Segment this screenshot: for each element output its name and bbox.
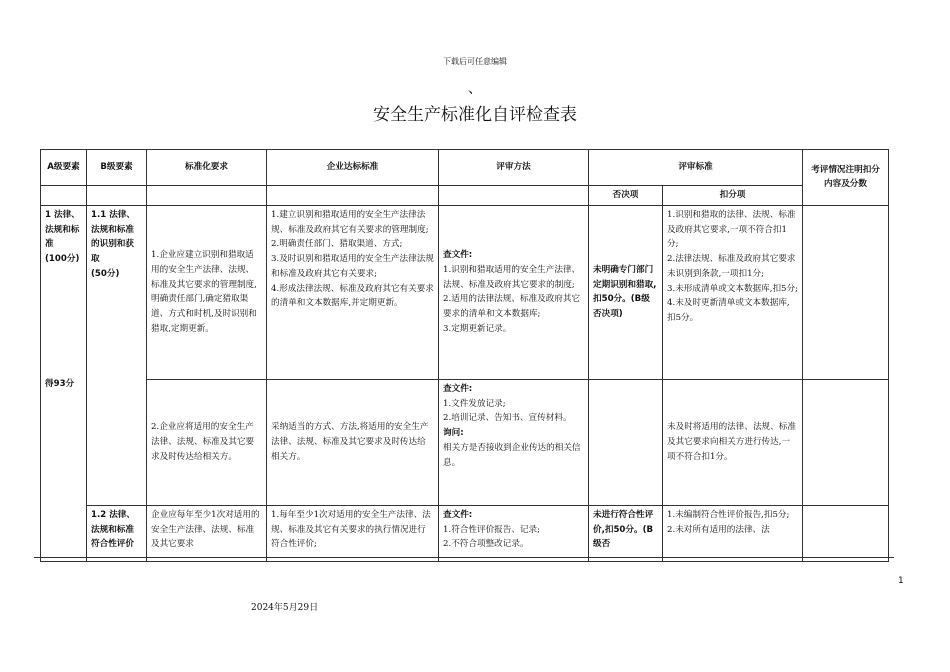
document-title: 安全生产标准化自评检查表	[373, 105, 577, 125]
b-element-cell: 1.2 法律、法规和标准符合性评价	[87, 505, 147, 561]
table-row	[41, 505, 889, 561]
header-method: 评审方法	[439, 150, 589, 186]
requirement-cell: 2.企业应将适用的安全生产法律、法规、标准及其它要求及时传达给相关方。	[147, 379, 267, 505]
b-element-cell	[87, 205, 147, 505]
header-requirement: 标准化要求	[147, 150, 267, 186]
b-element-points: (50分)	[91, 268, 120, 279]
checklist-table	[40, 149, 889, 562]
requirement-cell: 1.企业应建立识别和猎取适用的安全生产法律、法规、标准及其它要求的管理制度,明确责任部门,确定猎取渠道、方式和时机,及时识别和猎取,定期更新。	[147, 205, 267, 379]
header-enterprise-standard: 企业达标标准	[267, 150, 439, 186]
veto-cell: 未明确专门部门定期识别和猎取,扣50分。(B级否决项)	[589, 205, 663, 379]
deduct-cell: 未及时将适用的法律、法规、标准及其它要求向相关方进行传达,一项不符合扣1分。	[663, 379, 803, 505]
header-note: 下载后可任意编辑	[443, 57, 507, 66]
method-title: 查文件:	[443, 383, 473, 394]
deduct-cell: 1.识别和猎取的法律、法规、标准及政府其它要求,一项不符合扣1分; 2.法律法规、标准及政府其它要求未识别到条款,一项扣1分; 3.未形成清单或文本数据库,扣5分; 4.未及时更新清单或文本数据库,扣5分。	[663, 205, 803, 379]
header-empty-std	[267, 186, 439, 206]
evaluation-cell	[803, 379, 889, 505]
header-b-level: B级要素	[87, 150, 147, 186]
header-criteria: 评审标准	[589, 150, 803, 186]
method-text: 1.识别和猎取适用的安全生产法律、法规、标准及政府其它要求的制度; 2.适用的法律法规、标准及政府其它要求的清单和文本数据库; 3.定期更新记录。	[443, 264, 581, 334]
veto-cell	[589, 379, 663, 505]
table-row	[41, 379, 889, 505]
a-element-name: 1 法律、法规和标准	[45, 209, 80, 250]
standard-cell: 1.建立识别和猎取适用的安全生产法律法规、标准及政府其它有关要求的管理制度; 2.明确责任部门、猎取渠道、方式; 3.及时识别和猎取适用的安全生产法律法规和标准及政府其它有关要求; 4.形成法律法规、标准及政府其它有关要求的清单和文本数据库,并定期更新。	[267, 205, 439, 379]
method-cell	[439, 505, 589, 561]
header-deduct: 扣分项	[663, 186, 803, 206]
page-number: 1	[898, 576, 904, 586]
b-element-name: 1.1 法律、法规和标准的识别和获取	[91, 209, 135, 265]
method-title: 查文件:	[443, 509, 473, 520]
table-row	[41, 205, 889, 379]
veto-cell: 未进行符合性评价,扣50分。(B级否	[589, 505, 663, 561]
evaluation-cell	[803, 205, 889, 379]
header-veto: 否决项	[589, 186, 663, 206]
method-title: 查文件:	[443, 249, 473, 260]
header-empty-method	[439, 186, 589, 206]
header-a-level: A级要素	[41, 150, 87, 186]
header-empty-b	[87, 186, 147, 206]
evaluation-cell	[803, 505, 889, 561]
method-text: 1.文件发放记录; 2.培训记录、告知书、宣传材料。	[443, 398, 572, 424]
footer-date: 2024年5月29日	[251, 603, 319, 613]
inquiry-text: 相关方是否接收到企业传达的相关信息。	[443, 442, 581, 468]
header-empty-req	[147, 186, 267, 206]
method-text: 1.符合性评价报告、记录; 2.不符合项整改记录。	[443, 524, 541, 550]
standard-cell: 采纳适当的方式、方法,将适用的安全生产法律、法规、标准及其它要求及时传达给相关方。	[267, 379, 439, 505]
punctuation-mark: 、	[468, 81, 482, 97]
inquiry-title: 询问:	[443, 428, 464, 439]
a-element-cell	[41, 205, 87, 561]
method-cell	[439, 205, 589, 379]
header-empty-a	[41, 186, 87, 206]
a-element-points: (100分)	[45, 254, 80, 265]
standard-cell: 1.每年至少1次对适用的安全生产法律、法规、标准及其它有关要求的执行情况进行符合性评价;	[267, 505, 439, 561]
deduct-cell: 1.未编制符合性评价报告,扣5分; 2.未对所有适用的法律、法	[663, 505, 803, 561]
method-cell	[439, 379, 589, 505]
a-element-score: 得93分	[45, 378, 75, 389]
requirement-cell: 企业应每年至少1次对适用的安全生产法律、法规、标准及其它要求	[147, 505, 267, 561]
page-cut-line	[34, 557, 894, 558]
header-evaluation: 考评情况注明扣分内容及分数	[803, 150, 889, 206]
